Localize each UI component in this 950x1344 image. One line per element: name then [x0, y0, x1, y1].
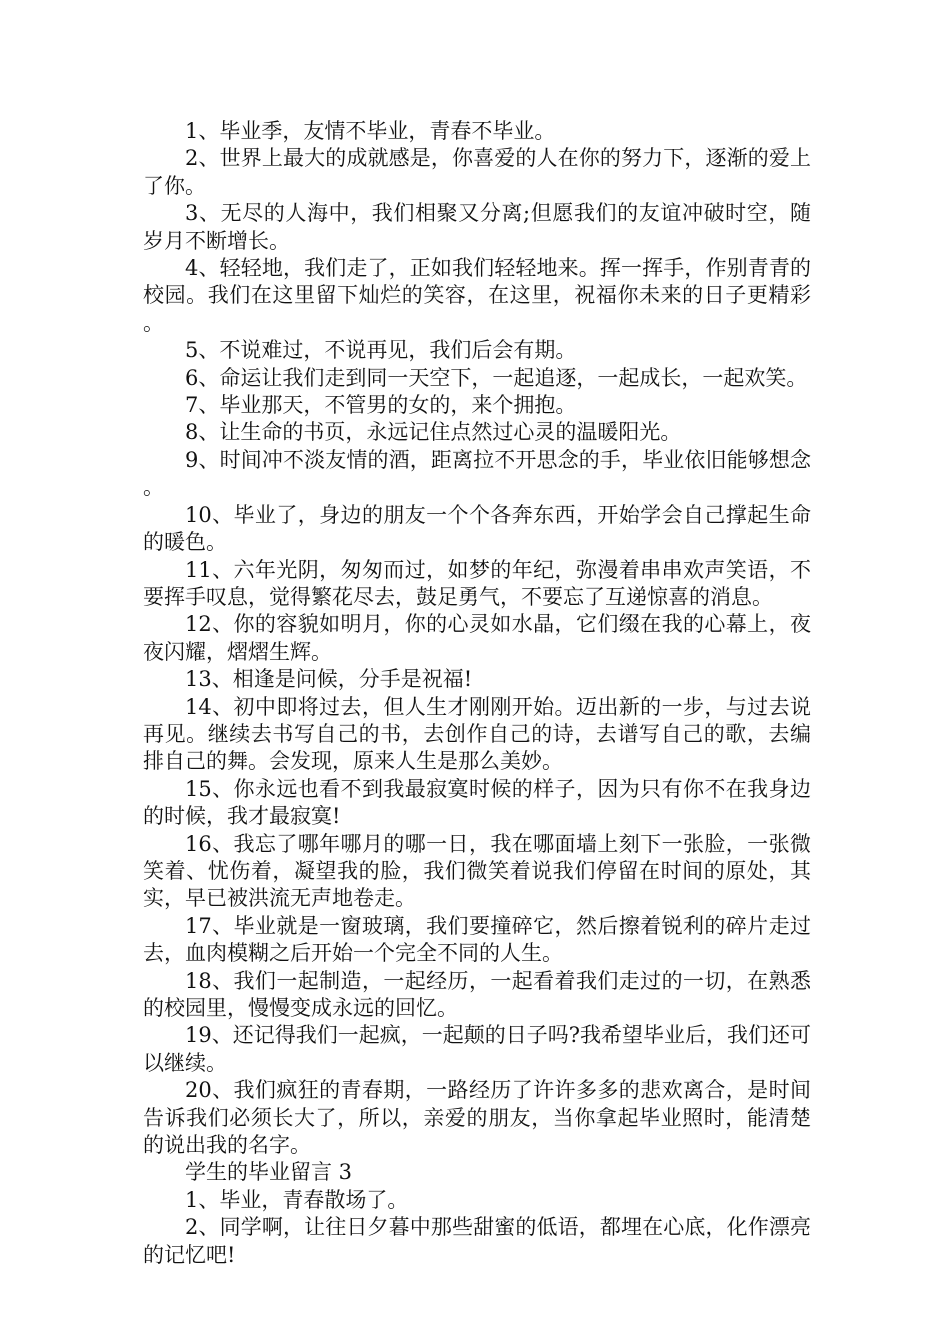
- paragraph-6: 6、命运让我们走到同一天空下，一起追逐，一起成长，一起欢笑。: [185, 365, 808, 390]
- paragraph-11: 11、六年光阴，匆匆而过，如梦的年纪，弥漫着串串欢声笑语，不要挥手叹息，觉得繁花尽去，鼓足勇气，不要忘了互递惊喜的消息。: [143, 557, 811, 609]
- paragraph-20: 20、我们疯狂的青春期，一路经历了许许多多的悲欢离合，是时间告诉我们必须长大了，所以，亲爱的朋友，当你拿起毕业照时，能清楚的说出我的名字。: [143, 1078, 811, 1158]
- paragraph-7: 7、毕业那天，不管男的女的，来个拥抱。: [185, 393, 577, 418]
- paragraph-8: 8、让生命的书页，永远记住点然过心灵的温暖阳光。: [185, 420, 682, 445]
- paragraph-5: 5、不说难过，不说再见，我们后会有期。: [185, 338, 577, 363]
- paragraph-13: 13、相逢是问候，分手是祝福!: [185, 667, 473, 692]
- paragraph-3: 3、无尽的人海中，我们相聚又分离;但愿我们的友谊冲破时空，随岁月不断增长。: [143, 201, 811, 253]
- paragraph-section3-2: 2、同学啊，让往日夕暮中那些甜蜜的低语，都埋在心底，化作漂亮的记忆吧!: [143, 1215, 811, 1267]
- paragraph-4: 4、轻轻地，我们走了，正如我们轻轻地来。挥一挥手，作别青青的校园。我们在这里留下灿烂的笑容，在这里，祝福你未来的日子更精彩。: [143, 256, 811, 335]
- paragraph-16: 16、我忘了哪年哪月的哪一日，我在哪面墙上刻下一张脸，一张微笑着、忧伤着，凝望我的脸，我们微笑着说我们停留在时间的原处，其实，早已被洪流无声地卷走。: [143, 831, 811, 911]
- paragraph-19: 19、还记得我们一起疯，一起颠的日子吗?我希望毕业后，我们还可以继续。: [143, 1023, 811, 1075]
- paragraph-14: 14、初中即将过去，但人生才刚刚开始。迈出新的一步，与过去说再见。继续去书写自己的书，去创作自己的诗，去谱写自己的歌，去编排自己的舞。会发现，原来人生是那么美妙。: [143, 694, 811, 774]
- paragraph-17: 17、毕业就是一窗玻璃，我们要撞碎它，然后擦着锐利的碎片走过去，血肉模糊之后开始一个完全不同的人生。: [143, 913, 811, 966]
- section-heading: 学生的毕业留言 3: [185, 1160, 353, 1185]
- paragraph-9: 9、时间冲不淡友情的酒，距离拉不开思念的手，毕业依旧能够想念。: [143, 447, 811, 500]
- paragraph-18: 18、我们一起制造，一起经历，一起看着我们走过的一切，在熟悉的校园里，慢慢变成永远的回忆。: [143, 968, 811, 1020]
- paragraph-10: 10、毕业了，身边的朋友一个个各奔东西，开始学会自己撑起生命的暖色。: [143, 502, 811, 555]
- paragraph-2: 2、世界上最大的成就感是，你喜爱的人在你的努力下，逐渐的爱上了你。: [143, 146, 811, 198]
- paragraph-section3-1: 1、毕业，青春散场了。: [185, 1187, 409, 1212]
- paragraph-12: 12、你的容貌如明月，你的心灵如水晶，它们缀在我的心幕上，夜夜闪耀，熠熠生辉。: [143, 612, 811, 664]
- paragraph-15: 15、你永远也看不到我最寂寞时候的样子，因为只有你不在我身边的时候，我才最寂寞!: [143, 776, 811, 829]
- paragraph-1: 1、毕业季，友情不毕业，青春不毕业。: [185, 119, 556, 143]
- document-body: [143, 118, 811, 1269]
